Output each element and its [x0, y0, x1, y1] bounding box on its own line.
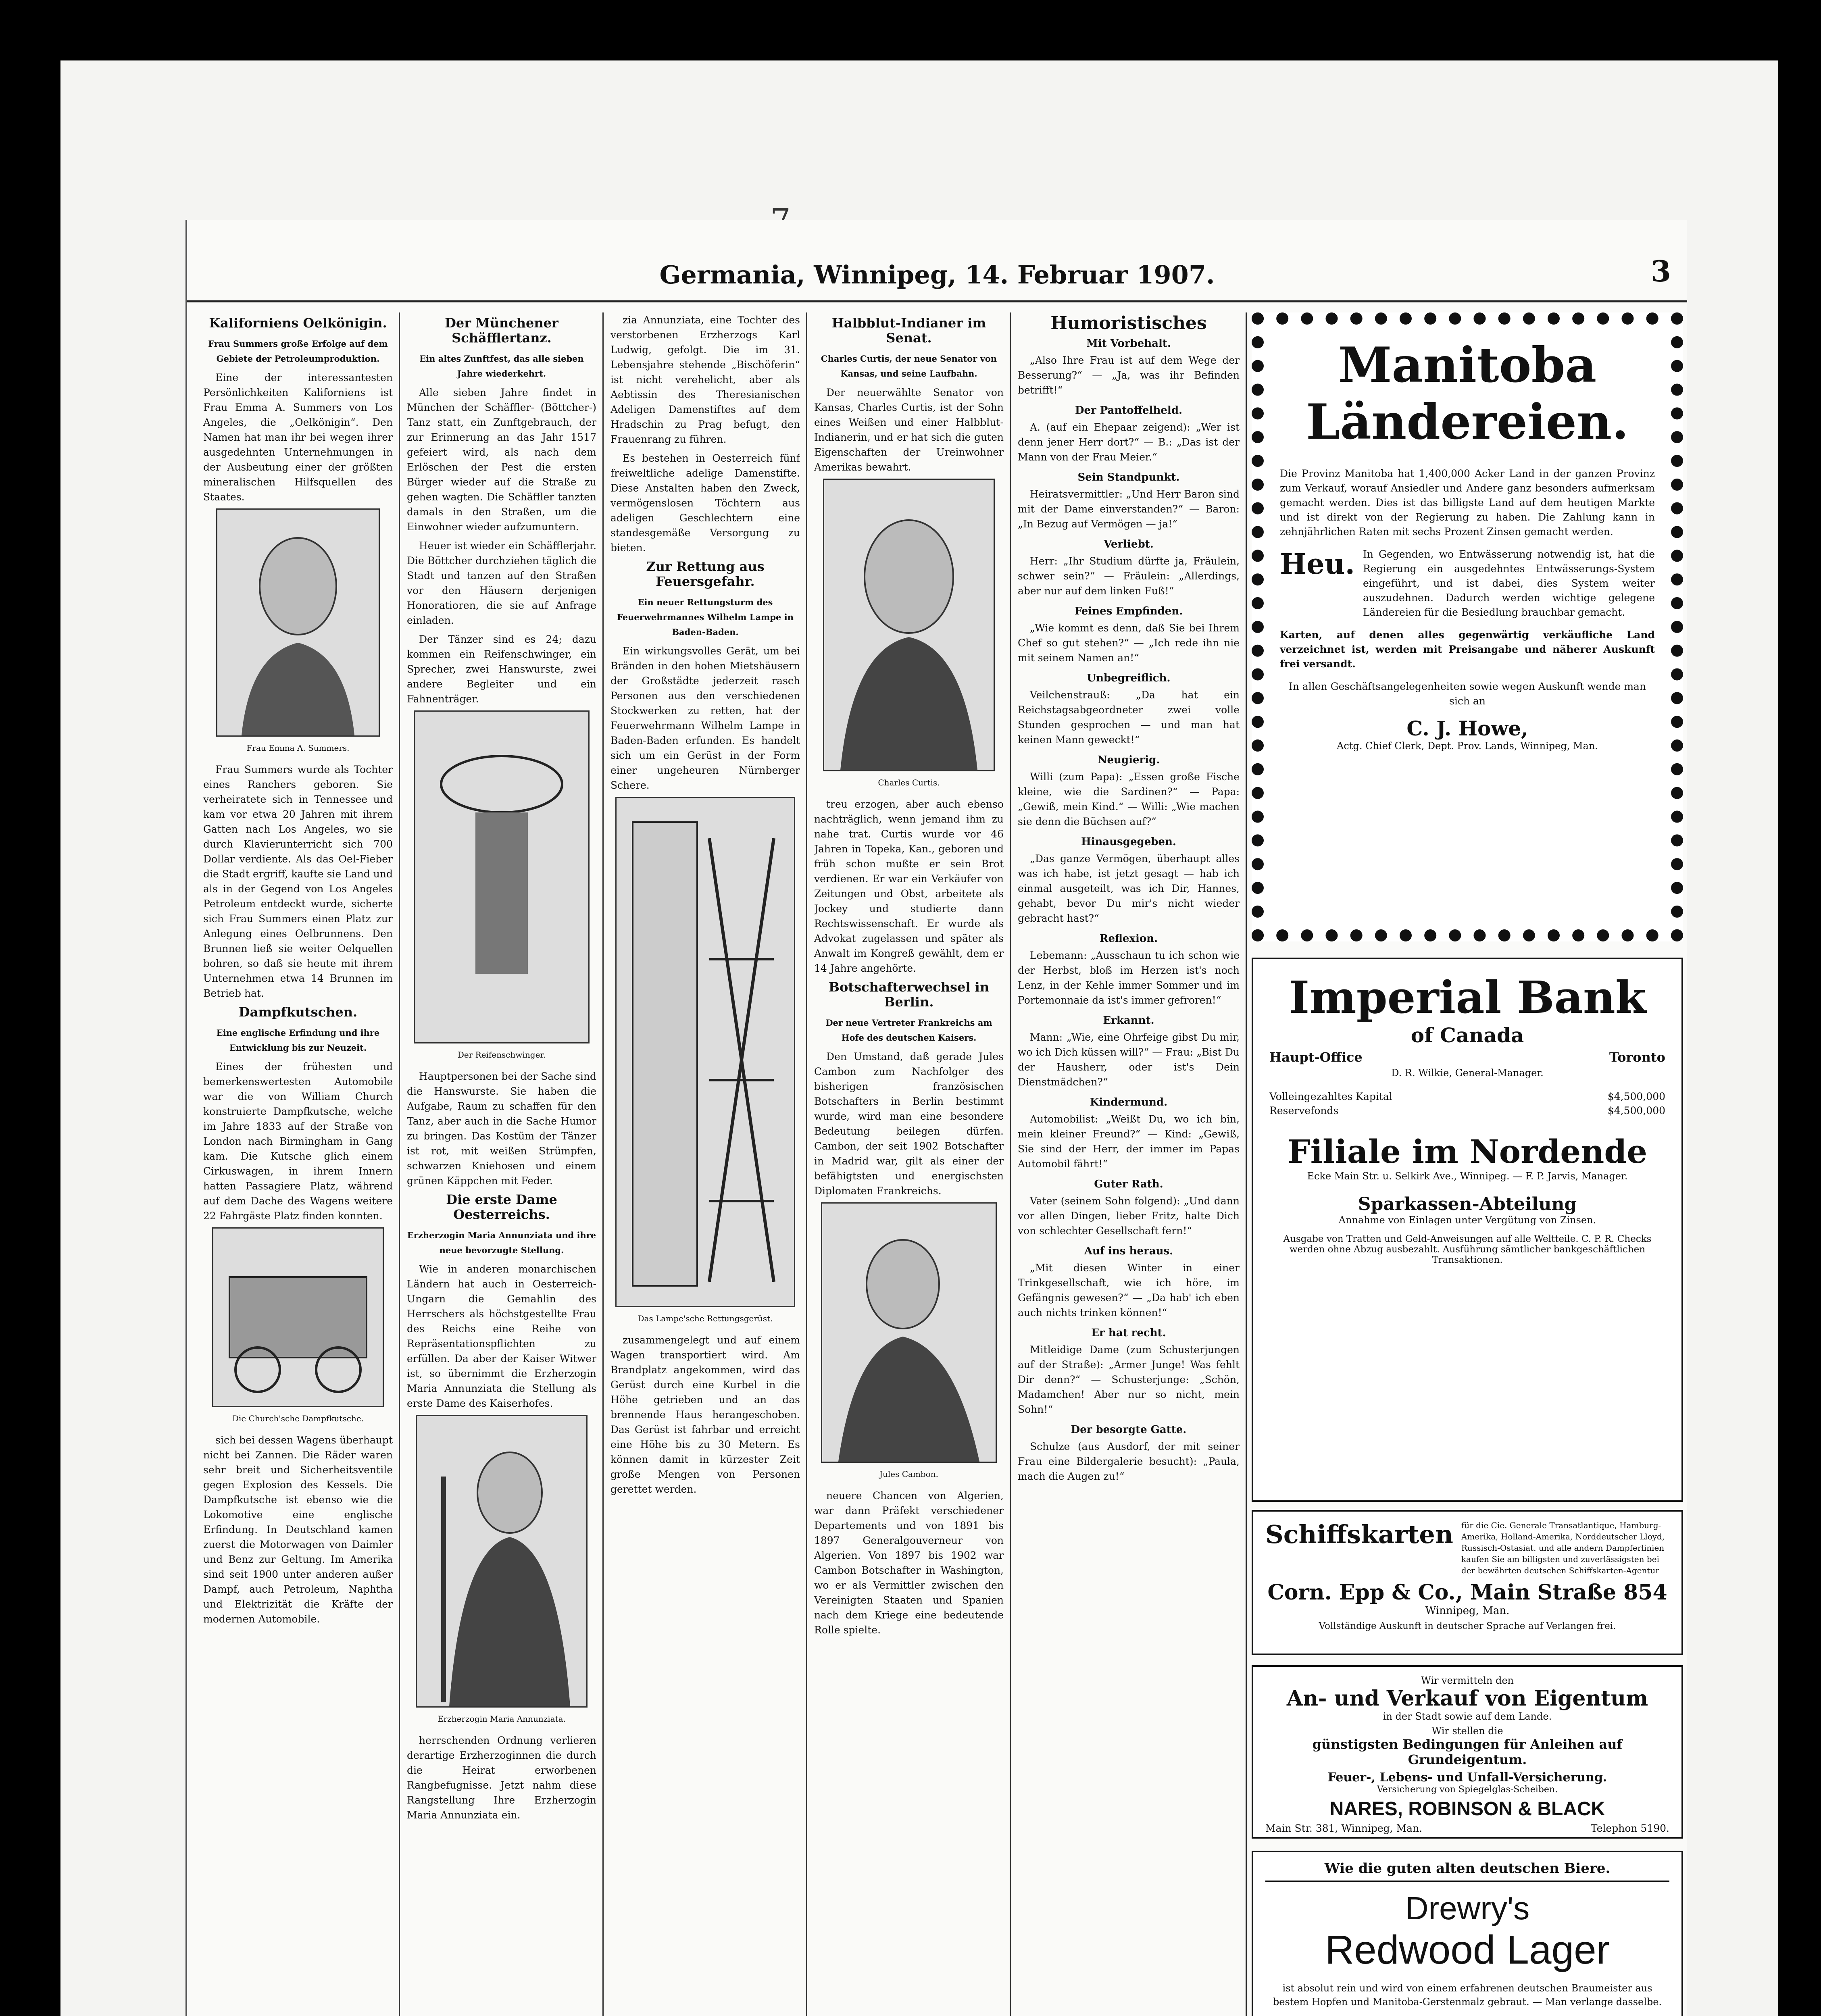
humor-section-title: Humoristisches — [1050, 313, 1207, 333]
humor-item-text: Vater (seinem Sohn folgend): „Und dann vor allen Dingen, lieber Fritz, halte Dich von schlechter Gesellschaft fern!“ — [1018, 1195, 1240, 1237]
article-paragraph: Den Umstand, daß gerade Jules Cambon zum Nachfolger des bisherigen französischen Botschafters in Berlin bestimmt wurde, wird man eine besondere Bedeutung beilegen dürfen. Cambon, der seit 1902 Botschafter in Madrid war, gilt als einer der befähigtsten und energischsten Diplomaten Frankreichs. — [814, 1051, 1004, 1197]
senator-portrait — [823, 479, 995, 771]
humor-item-title: Erkannt. — [1103, 1014, 1154, 1027]
beer-brand: Drewry's — [1405, 1890, 1530, 1926]
hoop-swinger-icon — [415, 712, 588, 1042]
dancer-image — [414, 710, 590, 1043]
article-paragraph: Es bestehen in Oesterreich fünf freiweltliche adelige Damenstifte. Diese Anstalten haben den Zweck, vermögenslosen Töchtern aus adeligen Geschlechtern eine standesgemäße Versorgung zu bieten. — [610, 452, 800, 554]
drafts-text: Ausgabe von Tratten und Geld-Anweisungen auf alle Weltteile. C. P. R. Checks werden ohne Abzug ausbezahlt. Ausführung sämtlicher bankgeschäftlichen Transaktionen. — [1283, 1234, 1652, 1265]
article-paragraph: Der Tänzer sind es 24; dazu kommen ein Reifenschwinger, ein Sprecher, zwei Hanswurste, zwei andere Begleiter und ein Fahnenträger. — [407, 633, 596, 705]
branch-address: Ecke Main Str. u. Selkirk Ave., Winnipeg. — F. P. Jarvis, Manager. — [1307, 1170, 1628, 1182]
nares-firm: NARES, ROBINSON & BLACK — [1329, 1798, 1605, 1820]
humor-item-title: Feines Empfinden. — [1074, 605, 1183, 617]
ship-header — [1265, 1520, 1669, 1576]
article-paragraph: zusammengelegt und auf einem Wagen transportiert wird. Am Brandplatz angekommen, wird das Gerüst durch eine Kurbel in die Höhe getrieben und an das brennende Haus herangeschoben. Das Gerüst ist fahrbar und erreicht eine Höhe bis zu 30 Metern. Es können damit in kürzester Zeit große Mengen von Personen gerettet werden. — [610, 1334, 800, 1495]
beer-text: ist absolut rein und wird von einem erfahrenen deutschen Braumeister aus bestem Hopfen und Manitoba-Gerstenmalz gebraut. — Man verlange dasselbe. — [1273, 1983, 1662, 2008]
newspaper-page — [185, 220, 1687, 2016]
article-paragraph: neuere Chancen von Algerien, war dann Präfekt verschiedener Departements und von 1891 bis 1897 Generalgouverneur von Algerien. Von 1897 bis 1902 war Cambon Botschafter in Washington, wo er als Vermittler zwischen den Vereinigten Staaten und Spanien nach dem Kriege eine bedeutende Rolle spielte. — [814, 1490, 1004, 1636]
image-caption: Erzherzogin Maria Annunziata. — [438, 1714, 566, 1724]
ad-line: in der Stadt sowie auf dem Lande. — [1383, 1711, 1552, 1722]
article-paragraph: herrschenden Ordnung verlieren derartige Erzherzoginnen die durch die Heirat erworbenen Rangbefugnisse. Jetzt nahm diese Rangstellung Ihre Erzherzogin Maria Annunziata ein. — [407, 1735, 596, 1821]
article-title: Halbblut-Indianer im Senat. — [831, 315, 986, 346]
archduchess-icon — [417, 1416, 586, 1706]
ad-line: Feuer-, Lebens- und Unfall-Versicherung. — [1327, 1770, 1607, 1785]
ad-line: Wir vermitteln den — [1421, 1675, 1514, 1686]
column-divider — [399, 312, 400, 2016]
portrait-image — [216, 508, 380, 737]
real-estate-ad — [1252, 1665, 1683, 1839]
humor-item-title: Verliebt. — [1104, 538, 1154, 550]
article-subtitle: Der neue Vertreter Frankreichs am Hofe des deutschen Kaisers. — [825, 1018, 992, 1043]
image-caption: Jules Cambon. — [879, 1469, 939, 1479]
woman-portrait-icon — [217, 510, 379, 735]
steam-coach-image — [212, 1227, 384, 1407]
humor-item-title: Der besorgte Gatte. — [1071, 1424, 1187, 1436]
article-paragraph: Hauptpersonen bei der Sache sind die Hanswurste. Sie haben die Aufgabe, Raum zu schaffen für den Tanz, aber auch in die Sache Humor zu bringen. Das Kostüm der Tänzer ist rot, mit weißen Strümpfen, schwarzen Kniehosen und einem grünen Käppchen mit Feder. — [407, 1070, 596, 1187]
ad-text: In Gegenden, wo Entwässerung notwendig ist, hat die Regierung ein ausgedehntes Entwässerungs-System eingeführt, und ist dabei, dies System weiter auszudehnen. Dadurch werden wichtige gelegene Ländereien für die Besiedlung brauchbar gemacht. — [1363, 548, 1655, 618]
humor-item-title: Sein Standpunkt. — [1077, 471, 1180, 483]
heu-label: Heu. — [1280, 547, 1355, 581]
nares-contact — [1265, 1822, 1669, 1834]
column-3 — [610, 312, 800, 2016]
column-5 — [1018, 312, 1240, 2016]
article-paragraph: treu erzogen, aber auch ebenso nachträglich, wenn jemand ihm zu nahe trat. Curtis wurde vor 46 Jahren in Topeka, Kan., geboren und früh schon mußte er sein Brot verdienen. Er war ein Verkäufer von Zeitungen und Obst, arbeitete als Jockey und studierte dann Rechtswissenschaft. Er wurde als Advokat zugelassen und später als Anwalt im Kongreß gewählt, dem er 14 Jahre angehörte. — [814, 798, 1004, 974]
branch-title: Filiale im Nordende — [1287, 1133, 1648, 1170]
manitoba-land-ad — [1252, 312, 1683, 941]
article-subtitle: Erzherzogin Maria Annunziata und ihre neue bevorzugte Stellung. — [407, 1230, 596, 1255]
ad-text: In allen Geschäftsangelegenheiten sowie wegen Auskunft wende man sich an — [1288, 681, 1646, 707]
beer-tagline: Wie die guten alten deutschen Biere. — [1265, 1860, 1669, 1882]
savings-title: Sparkassen-Abteilung — [1358, 1194, 1577, 1214]
hq-row — [1269, 1050, 1665, 1065]
ad-title: Manitoba — [1338, 337, 1597, 394]
nares-address: Main Str. 381, Winnipeg, Man. — [1265, 1822, 1423, 1834]
article-title: Kaliforniens Oelkönigin. — [209, 315, 387, 331]
column-divider — [1010, 312, 1011, 2016]
ad-title: Ländereien. — [1306, 394, 1629, 450]
ad-line: Versicherung von Spiegelglas-Scheiben. — [1377, 1785, 1558, 1795]
humor-item-title: Guter Rath. — [1094, 1178, 1163, 1190]
image-caption: Das Lampe'sche Rettungsgerüst. — [638, 1314, 773, 1323]
column-divider — [1246, 312, 1247, 2016]
ad-signer: C. J. Howe, — [1406, 716, 1528, 740]
steam-coach-icon — [213, 1229, 383, 1406]
article-paragraph: Frau Summers wurde als Tochter eines Ranchers geboren. Sie verheiratete sich in Tennessee und kam vor etwa 20 Jahren mit ihrem Gatten nach Los Angeles, wo sie durch Klavierunterricht sich 700 Dollar verdiente. Als das Oel-Fieber die Stadt ergriff, kaufte sie Land und als in der Gegend von Los Angeles Petroleum entdeckt wurde, sicherte sich Frau Summers einen Platz zur Anlegung eines Oelbrunnens. Den Brunnen ließ sie weiter Oelquellen bohren, so daß sie heute mit ihrem Unternehmen etwa 14 Brunnen im Betrieb hat. — [203, 764, 393, 999]
ship-city: Winnipeg, Man. — [1425, 1605, 1510, 1617]
article-title: Der Münchener Schäfflertanz. — [445, 315, 558, 346]
humor-item-title: Reflexion. — [1099, 933, 1158, 945]
image-caption: Frau Emma A. Summers. — [246, 743, 350, 753]
reserve-row — [1269, 1105, 1665, 1116]
hq-label: Haupt-Office — [1269, 1050, 1363, 1065]
ship-lines: für die Cie. Generale Transatlantique, Hamburg-Amerika, Holland-Amerika, Norddeutscher Lloyd, Russisch-Ostasiat. und alle andern Dampferlinien kaufen Sie am billigsten und zuverlässigsten bei der bewährten deutschen Schiffskarten-Agentur — [1461, 1520, 1665, 1575]
ad-subtitle: of Canada — [1411, 1023, 1524, 1047]
nares-phone: Telephon 5190. — [1590, 1822, 1669, 1834]
column-2 — [407, 312, 596, 2016]
capital-label: Volleingezahltes Kapital — [1269, 1091, 1392, 1102]
humor-item-text: A. (auf ein Ehepaar zeigend): „Wer ist denn jener Herr dort?“ — B.: „Das ist der Mann von der Frau Meier.“ — [1018, 421, 1240, 463]
humor-item-text: „Also Ihre Frau ist auf dem Wege der Besserung?“ — „Ja, was ihr Befinden betrifft!“ — [1018, 354, 1240, 396]
manager-line: D. R. Wilkie, General-Manager. — [1391, 1067, 1544, 1079]
column-divider — [806, 312, 807, 2016]
column-divider — [602, 312, 604, 2016]
article-title: Zur Rettung aus Feuersgefahr. — [646, 559, 765, 589]
reserve-label: Reservefonds — [1269, 1105, 1339, 1116]
humor-item-text: Herr: „Ihr Studium dürfte ja, Fräulein, schwer sein?“ — Fräulein: „Allerdings, aber nur auf dem linken Fuß!“ — [1018, 555, 1240, 597]
humor-item-title: Neugierig. — [1097, 754, 1160, 766]
humor-item-text: Lebemann: „Ausschaun tu ich schon wie der Herbst, bloß im Herzen ist's noch Lenz, in der Kehle immer Sommer und im Portemonnaie da ist's immer gefroren!“ — [1018, 950, 1240, 1006]
ship-firm: Corn. Epp & Co., Main Straße 854 — [1267, 1580, 1667, 1605]
ad-line: An- und Verkauf von Eigentum — [1286, 1686, 1648, 1711]
page-number: 3 — [1650, 254, 1671, 288]
ad-line: Wir stellen die — [1431, 1725, 1503, 1737]
article-subtitle: Eine englische Erfindung und ihre Entwicklung bis zur Neuzeit. — [216, 1028, 380, 1053]
capital-value: $4,500,000 — [1607, 1091, 1665, 1102]
man-portrait-icon — [824, 480, 994, 770]
savings-text: Annahme von Einlagen unter Vergütung von Zinsen. — [1338, 1214, 1596, 1226]
reserve-value: $4,500,000 — [1607, 1105, 1665, 1116]
seated-man-icon — [822, 1204, 996, 1462]
article-subtitle: Frau Summers große Erfolge auf dem Gebiete der Petroleumproduktion. — [208, 339, 388, 364]
image-caption: Charles Curtis. — [878, 778, 940, 787]
article-title: Dampfkutschen. — [238, 1004, 358, 1020]
image-caption: Der Reifenschwinger. — [457, 1050, 546, 1060]
humor-item-text: Mitleidige Dame (zum Schusterjungen auf der Straße): „Armer Junge! Was fehlt Dir denn?“ — Schusterjunge: „Schön, Madamchen! Aber nur so nicht, mein Sohn!“ — [1018, 1344, 1240, 1415]
article-paragraph: Heuer ist wieder ein Schäfflerjahr. Die Böttcher durchziehen täglich die Stadt und tanzen auf den Straßen vor den Häusern derjenigen Honoratioren, die sie auf Anfrage einladen. — [407, 540, 596, 626]
humor-list — [1018, 336, 1240, 1484]
humor-item-text: Willi (zum Papa): „Essen große Fische kleine, wie die Sardinen?“ — Papa: „Gewiß, mein Kind.“ — Willi: „Wie machen sie denn die Büchsen auf?“ — [1018, 771, 1240, 827]
archduchess-portrait — [416, 1415, 588, 1708]
image-caption: Die Church'sche Dampfkutsche. — [232, 1414, 364, 1423]
humor-item-title: Kindermund. — [1090, 1096, 1168, 1108]
beer-product: Redwood Lager — [1325, 1927, 1610, 1972]
humor-item-text: „Das ganze Vermögen, überhaupt alles was ich habe, ist jetzt gesagt — hab ich einmal ausgeteilt, was ich Dir, Hannes, gehabt, bevor Du mir's nicht wieder gebracht hast?“ — [1018, 853, 1240, 924]
beer-ad — [1252, 1851, 1683, 2016]
article-subtitle: Charles Curtis, der neue Senator von Kansas, und seine Laufbahn. — [821, 354, 997, 379]
column-1 — [203, 312, 393, 2016]
article-paragraph: Der neuerwählte Senator von Kansas, Charles Curtis, ist der Sohn eines Weißen und einer Halbblut-Indianerin, und er hat sich die guten Eigenschaften der Ureinwohner Amerikas bewahrt. — [814, 387, 1004, 473]
ad-title: Schiffskarten — [1265, 1520, 1453, 1549]
humor-item-text: „Mit diesen Winter in einer Trinkgesellschaft, wie ich höre, im Gefängnis gewesen?“ — „Da hab' ich eben auch nichts trinken können!“ — [1018, 1262, 1240, 1318]
ad-text: Die Provinz Manitoba hat 1,400,000 Acker Land in der ganzen Provinz zum Verkauf, worauf Ansiedler und Andere ganz besonders aufmerksam gemacht werden. Dies ist das billigste Land auf dem heutigen Markte und ist direkt von der Regierung zu haben. Die Zahlung kann in zehnjährlichen Raten mit sechs Prozent Zinsen gemacht werden. — [1280, 468, 1655, 537]
article-title: Die erste Dame Oesterreichs. — [446, 1192, 557, 1222]
humor-item-text: „Wie kommt es denn, daß Sie bei Ihrem Chef so gut stehen?“ — „Ich rede ihn nie mit seinem Namen an!“ — [1018, 622, 1240, 664]
humor-item-title: Hinausgegeben. — [1081, 836, 1176, 848]
humor-item-text: Schulze (aus Ausdorf, der mit seiner Frau eine Bildergalerie besucht): „Paula, mach die Augen zu!“ — [1018, 1441, 1240, 1482]
humor-item-text: Automobilist: „Weißt Du, wo ich bin, mein kleiner Freund?“ — Kind: „Gewiß, Sie sind der Herr, der immer im Papas Automobil fährt!“ — [1018, 1113, 1240, 1170]
humor-item-title: Auf ins heraus. — [1084, 1245, 1173, 1257]
article-title: Botschafterwechsel in Berlin. — [828, 979, 990, 1010]
capital-row — [1269, 1091, 1665, 1102]
hq-city: Toronto — [1609, 1050, 1665, 1065]
article-subtitle: Ein neuer Rettungsturm des Feuerwehrmannes Wilhelm Lampe in Baden-Baden. — [617, 597, 794, 637]
humor-item-text: Mann: „Wie, eine Ohrfeige gibst Du mir, wo ich Dich küssen will?“ — Frau: „Bist Du der Hausherr, oder ist's Dein Dienstmädchen?“ — [1018, 1031, 1240, 1088]
article-paragraph: Eines der frühesten und bemerkenswertesten Automobile war die von William Church konstruierte Dampfkutsche, welche im Jahre 1833 auf der Straße von London nach Birmingham in Gang kam. Die Kutsche glich einem Cirkuswagen, in ihrem Innern hatten Passagiere Platz, während auf dem Dache des Wagens weitere 22 Fahrgäste Platz finden konnten. — [203, 1061, 393, 1222]
masthead-rule — [187, 300, 1687, 302]
ship-footer: Vollständige Auskunft in deutscher Sprache auf Verlangen frei. — [1319, 1621, 1616, 1631]
ad-line: günstigsten Bedingungen für Anleihen auf Grundeigentum. — [1312, 1737, 1623, 1767]
article-paragraph: sich bei dessen Wagens überhaupt nicht bei Zannen. Die Räder waren sehr breit und Sicherheitsventile gegen Explosion des Kessels. Die Dampfkutsche ist ebenso wie die Lokomotive eine englische Erfindung. In Deutschland kamen zuerst die Motorwagen von Daimler und Benz zur Geltung. Im Amerika sind seit 1900 unter anderen außer Dampf, auch Petroleum, Naphtha und Elektrizität die Kräfte der modernen Automobile. — [203, 1434, 393, 1625]
ad-text: Karten, auf denen alles gegenwärtig verkäufliche Land verzeichnet ist, werden mit Preisangabe und näherer Auskunft frei versandt. — [1280, 629, 1655, 670]
article-paragraph: Ein wirkungsvolles Gerät, um bei Bränden in den hohen Mietshäusern der Großstädte jederzeit rasch Personen aus den verschiedenen Stockwerken zu retten, hat der Feuerwehrmann Wilhelm Lampe in Baden-Baden erfunden. Es handelt sich um ein Gerüst in der Form einer ungeheuren Nürnberger Schere. — [610, 645, 800, 791]
article-paragraph: Eine der interessantesten Persönlichkeiten Kaliforniens ist Frau Emma A. Summers von Los Angeles, die „Oelkönigin“. Den Namen hat man ihr bei wegen ihrer ausgedehnten Unternehmungen in der Ausbeutung einer der größten mineralischen Hilfsquellen des Staates. — [203, 372, 393, 503]
ad-title: Imperial Bank — [1288, 971, 1646, 1023]
humor-item-title: Unbegreiflich. — [1087, 672, 1171, 684]
heu-block — [1280, 547, 1655, 620]
ad-signer-title: Actg. Chief Clerk, Dept. Prov. Lands, Winnipeg, Man. — [1337, 740, 1598, 752]
humor-item-title: Er hat recht. — [1091, 1327, 1166, 1339]
imperial-bank-ad — [1252, 958, 1683, 1502]
masthead: Germania, Winnipeg, 14. Februar 1907. — [659, 260, 1215, 289]
article-paragraph: Alle sieben Jahre findet in München der Schäffler- (Böttcher-) Tanz statt, ein Zunftgebrauch, der zur Erinnerung an das Jahr 1517 gefeiert wird, als nach dem Erlöschen der Pest die ersten Bürger wieder auf die Straße zu gehen wagten. Die Schäffler tanzten damals in den Straßen, um die Einwohner wieder aufzumuntern. — [407, 387, 596, 533]
column-4 — [814, 312, 1004, 2016]
article-paragraph: Wie in anderen monarchischen Ländern hat auch in Oesterreich-Ungarn die Gemahlin des Herrschers als höchstgestellte Frau des Reichs eine Reihe von Repräsentationspflichten zu erfüllen. Da aber der Kaiser Witwer ist, so übernimmt die Erzherzogin Maria Annunziata die Stellung als erste Dame des Kaiserhofes. — [407, 1263, 596, 1409]
ship-tickets-ad — [1252, 1510, 1683, 1655]
humor-item-title: Der Pantoffelheld. — [1075, 404, 1183, 417]
article-paragraph: zia Annunziata, eine Tochter des verstorbenen Erzherzogs Karl Ludwig, gefolgt. Die im 31. Lebensjahre stehende „Bischöferin“ ist nicht verehelicht, aber als Aebtissin des Theresianischen Adeligen Damenstiftes auf dem Hradschin zu Prag befugt, den Frauenrang zu führen. — [610, 314, 800, 445]
humor-item-text: Veilchenstrauß: „Da hat ein Reichstagsabgeordneter zwei volle Stunden gesprochen — und man hat keinen Mann geweckt!“ — [1018, 689, 1240, 746]
rescue-tower-icon — [617, 798, 794, 1306]
ambassador-portrait — [821, 1202, 997, 1463]
rescue-tower-image — [615, 797, 795, 1307]
article-subtitle: Ein altes Zunftfest, das alle sieben Jahre wiederkehrt. — [419, 354, 584, 379]
humor-item-text: Heiratsvermittler: „Und Herr Baron sind mit der Dame einverstanden?“ — Baron: „In Bezug auf Vermögen — ja!“ — [1018, 488, 1240, 530]
humor-item-title: Mit Vorbehalt. — [1086, 337, 1171, 350]
